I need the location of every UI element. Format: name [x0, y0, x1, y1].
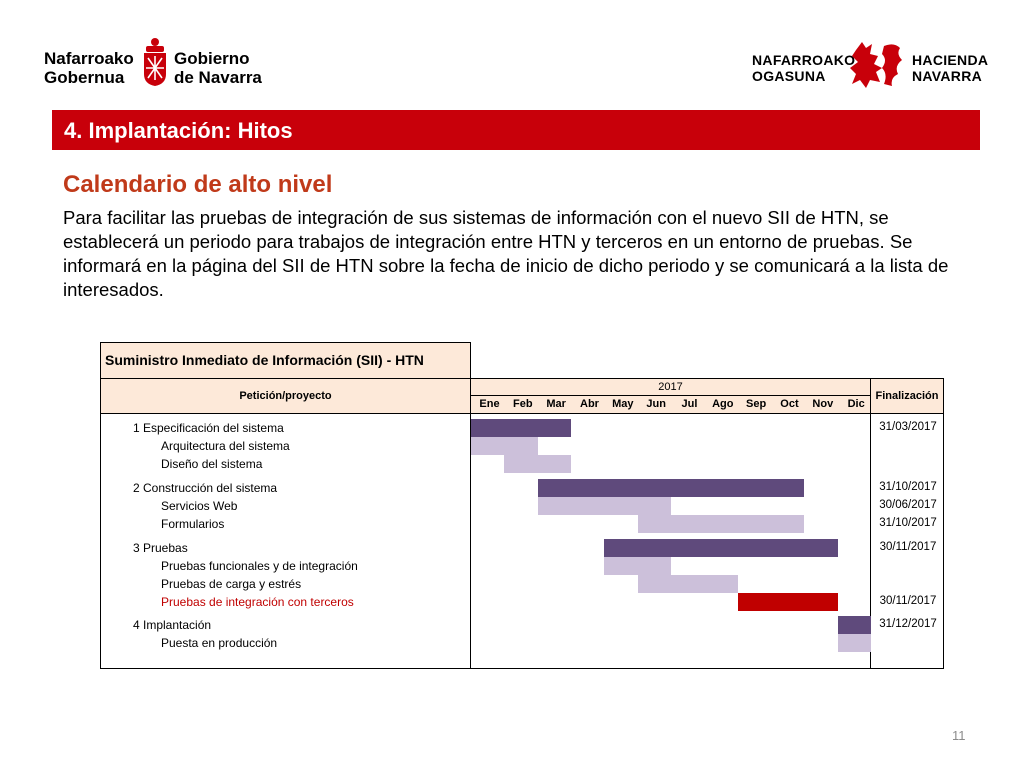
task-end-date: 31/03/2017 [879, 421, 937, 433]
task-label: 3 Pruebas [133, 541, 188, 555]
task-end-date: 31/12/2017 [879, 618, 937, 630]
task-label: Formularios [161, 517, 225, 531]
task-bar [738, 593, 838, 611]
task-bar [471, 419, 571, 437]
gantt-year-header: 2017 [470, 378, 871, 396]
task-bar [471, 437, 538, 455]
task-bar [838, 616, 871, 634]
task-label: Pruebas de carga y estrés [161, 577, 302, 591]
month-label: Abr [580, 398, 599, 410]
gantt-task-header: Petición/proyecto [100, 378, 471, 414]
task-label: 4 Implantación [133, 618, 212, 632]
task-end-date: 31/10/2017 [879, 517, 937, 529]
task-bar [504, 455, 571, 473]
gantt-title: Suministro Inmediato de Información (SII) - HTN [100, 342, 471, 379]
month-label: May [612, 398, 634, 410]
month-label: Jun [646, 398, 666, 410]
task-bar [538, 479, 805, 497]
logo-text: Gobierno [174, 49, 250, 68]
slide-subtitle: Calendario de alto nivel [63, 171, 333, 198]
logo-text: Nafarroako [44, 49, 134, 68]
gantt-chart [100, 342, 944, 669]
task-label: Pruebas funcionales y de integración [161, 559, 358, 573]
task-end-date: 30/06/2017 [879, 499, 937, 511]
task-label: 1 Especificación del sistema [133, 421, 284, 435]
logo-text: NAVARRA [912, 68, 983, 84]
month-label: Feb [513, 398, 533, 410]
logo-text: de Navarra [174, 68, 262, 87]
slide-paragraph: Para facilitar las pruebas de integración de sus sistemas de información con el nuevo SII de HTN, se establecerá un periodo para trabajos de integración entre HTN y terceros en un entorno de pruebas. Se informará en la página del SII de HTN sobre la fecha de inicio de dicho periodo y se comunicará a la lista de interesados. [63, 207, 949, 300]
month-label: Nov [812, 398, 834, 410]
task-label: Arquitectura del sistema [161, 439, 290, 453]
month-label: Dic [847, 398, 865, 410]
logo-left-spanish [174, 49, 262, 87]
section-title-bar [52, 110, 980, 150]
logo-right-basque [752, 52, 855, 84]
gobierno-navarra-logo [44, 36, 264, 88]
task-label: Diseño del sistema [161, 457, 263, 471]
task-bar [604, 539, 837, 557]
month-label: Mar [546, 398, 566, 410]
hacienda-emblem-icon [848, 38, 908, 90]
hacienda-navarra-logo [752, 38, 989, 94]
month-label: Ene [479, 398, 500, 410]
logo-text: NAFARROAKO [752, 52, 856, 68]
task-end-date: 30/11/2017 [879, 595, 937, 607]
navarra-crest-icon [141, 36, 169, 88]
logo-text: HACIENDA [912, 52, 989, 68]
task-label: 2 Construcción del sistema [133, 481, 278, 495]
logo-text: Gobernua [44, 68, 125, 87]
task-label: Pruebas de integración con terceros [161, 595, 354, 609]
month-label: Sep [746, 398, 767, 410]
task-bar [638, 575, 738, 593]
month-label: Jul [681, 398, 698, 410]
gantt-end-header: Finalización [870, 378, 944, 414]
section-title: 4. Implantación: Hitos [64, 118, 293, 143]
page-number: 11 [952, 728, 966, 743]
logo-right-spanish [912, 52, 988, 84]
task-bar [538, 497, 671, 515]
gantt-month-header [470, 395, 871, 414]
task-end-date: 30/11/2017 [879, 541, 937, 553]
task-label: Servicios Web [161, 499, 238, 513]
month-label: Ago [712, 398, 734, 410]
task-end-date: 31/10/2017 [879, 481, 937, 493]
logo-left-basque [44, 49, 134, 87]
task-bar [604, 557, 671, 575]
task-bar [838, 634, 871, 652]
task-label: Puesta en producción [161, 636, 278, 650]
logo-text: OGASUNA [752, 68, 826, 84]
task-bar [638, 515, 805, 533]
month-label: Oct [780, 398, 799, 410]
